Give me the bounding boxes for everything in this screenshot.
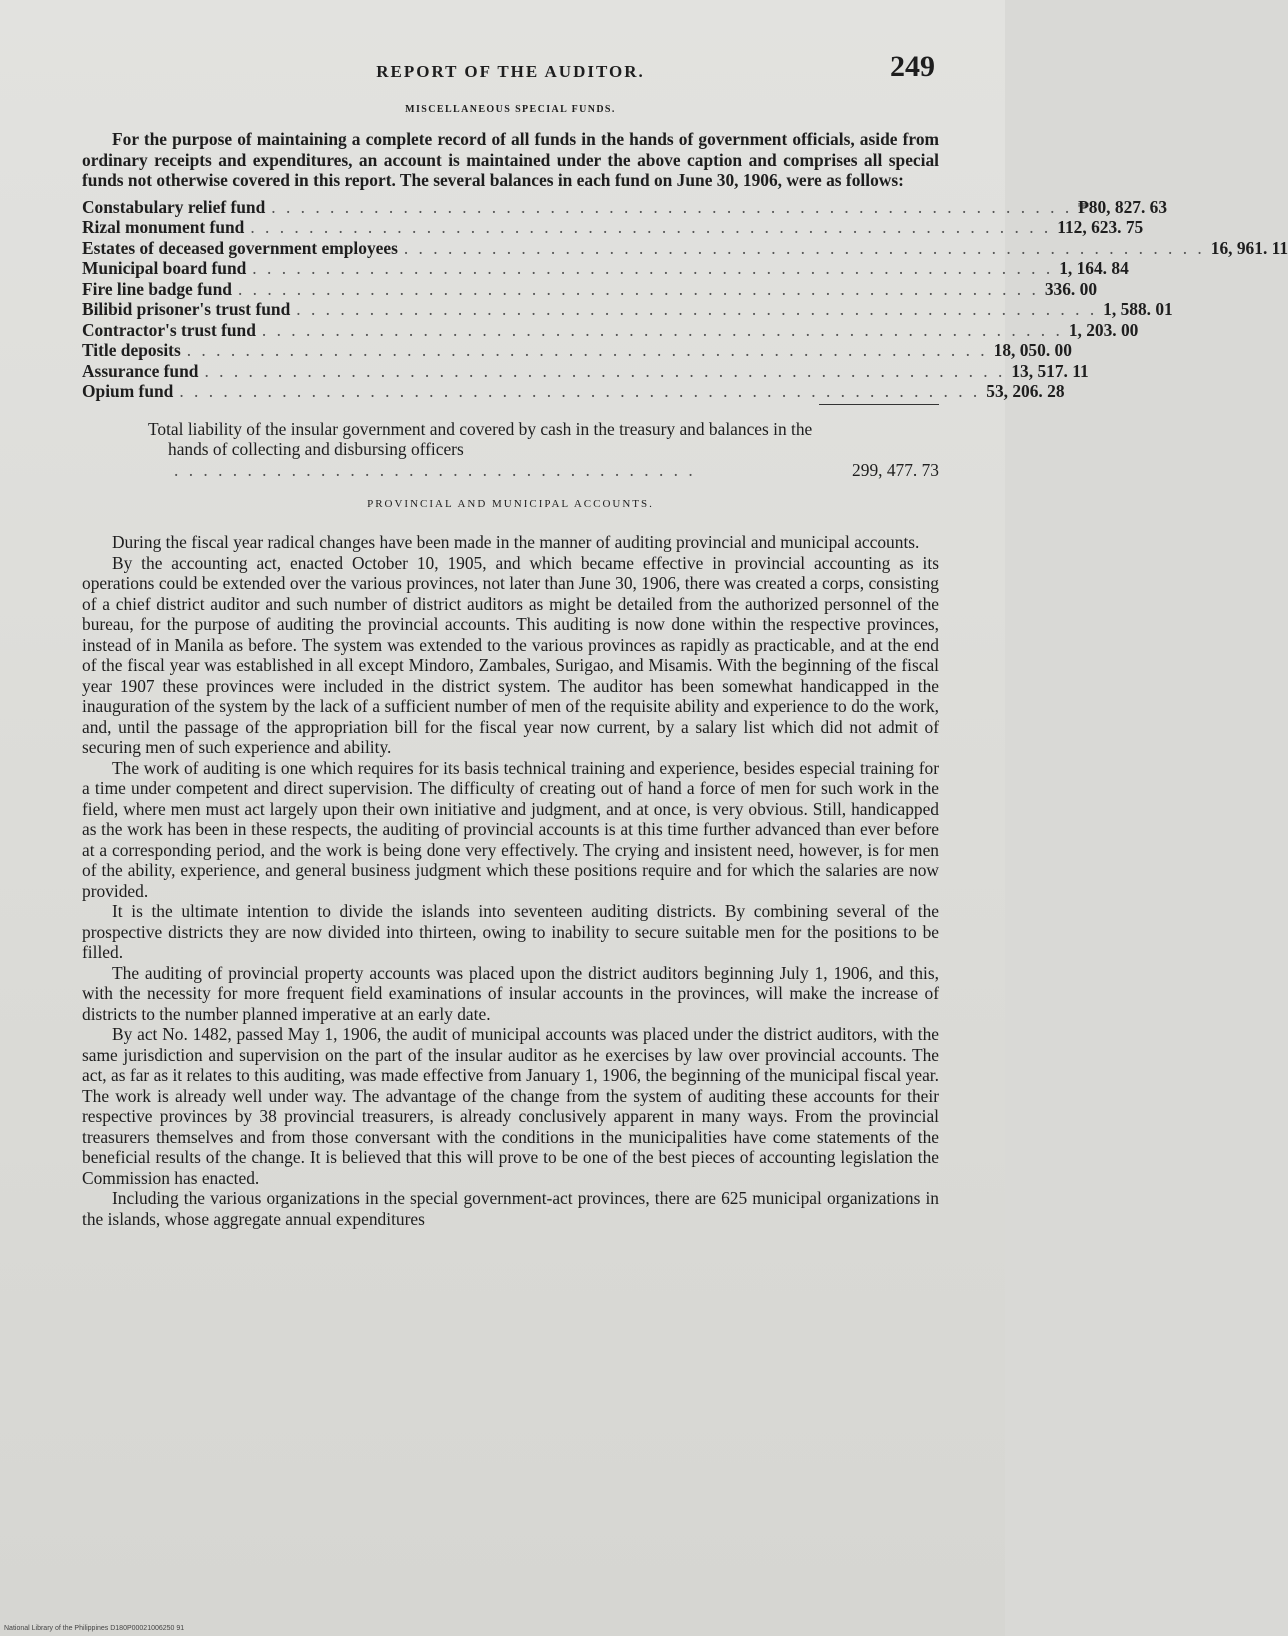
fund-name: Fire line badge fund — [82, 278, 232, 299]
leader-dots: . . . . . . . . . . . . . . . . . . . . . . . . . . . . . . . . . . . . . . . . . . . . . . . . . . . . . . . — [204, 360, 1006, 381]
leader-dots: . . . . . . . . . . . . . . . . . . . . . . . . . . . . . . . . . . . . . . . . . . . . . . . . . . . . . . . — [403, 237, 1205, 258]
footer-note: National Library of the Philippines D180P00021006250 91 — [4, 1625, 185, 1632]
fund-row — [82, 360, 1089, 382]
fund-row — [82, 278, 1098, 300]
leader-dots: . . . . . . . . . . . . . . . . . . . . . . . . . . . . . . . . . . . . . . . . . . . . . . . . . . . . . . . — [186, 340, 988, 360]
fund-name: Constabulary relief fund — [82, 196, 266, 217]
fund-row — [82, 381, 1065, 402]
page-number: 249 — [890, 50, 935, 83]
body-paragraph: It is the ultimate intention to divide the islands into seventeen auditing districts. By combining several of the prospective districts they are now divided into thirteen, owing to inability to secure suitable men for the positions to be filled. — [82, 901, 939, 962]
fund-amount: 13, 517. 11 — [1011, 360, 1089, 381]
leader-dots: . . . . . . . . . . . . . . . . . . . . . . . . . . . . . . . . . . . . . . . . . . . . . . . . . . . . . . . — [237, 278, 1039, 299]
leader-dots: . . . . . . . . . . . . . . . . . . . . . . . . . . . . . . . . . . . . . . . . . . . . . . . . . . . . . . . — [271, 196, 1073, 217]
leader-dots: . . . . . . . . . . . . . . . . . . . . . . . . . . . . . . . . . . . . . . . . . . . . . . . . . . . . . . . — [179, 381, 981, 401]
fund-row — [82, 258, 1129, 279]
running-head: REPORT OF THE AUDITOR. — [376, 62, 645, 81]
fund-row — [82, 237, 1288, 259]
fund-name: Estates of deceased government employees — [82, 237, 398, 258]
fund-name: Municipal board fund — [82, 258, 247, 278]
fund-row — [82, 299, 1173, 320]
total-row — [148, 419, 939, 481]
total-amount: 299, 477. 73 — [852, 459, 939, 480]
fund-name: Assurance fund — [82, 360, 199, 381]
leader-dots: . . . . . . . . . . . . . . . . . . . . . . . . . . . . . . . . . . . . . . . . . . . . . . . . . . . . . . . — [296, 299, 1098, 319]
body-paragraph: Including the various organizations in the special government-act provinces, there are 625 municipal organizations in the islands, whose aggregate annual expenditures — [82, 1188, 939, 1229]
fund-name: Opium fund — [82, 381, 174, 401]
page-header — [82, 44, 939, 94]
fund-amount: 1, 588. 01 — [1103, 299, 1173, 319]
fund-row — [82, 340, 1072, 361]
fund-amount: 16, 961. 11 — [1210, 237, 1288, 258]
fund-row — [82, 217, 1144, 238]
leader-dots: . . . . . . . . . . . . . . . . . . . . . . . . . . . . . . . . . . . . . . . . . . . . . . . . . . . . . . . — [261, 319, 1063, 340]
fund-amount: 112, 623. 75 — [1057, 217, 1144, 237]
body-paragraph: The auditing of provincial property accounts was placed upon the district auditors beginning July 1, 1906, and this, with the necessity for more frequent field examinations of insular accounts in the provinces, will make the increase of districts to the number planned imperative at an early date. — [82, 962, 939, 1024]
intro-paragraph: For the purpose of maintaining a complete record of all funds in the hands of government officials, aside from ordinary receipts and expenditures, an account is maintained under the above caption and comprises all special funds not otherwise covered in this report. The several balances in each fund on June 30, 1906, were as follows: — [82, 129, 939, 190]
body-paragraph: During the fiscal year radical changes have been made in the manner of auditing provincial and municipal accounts. — [112, 532, 920, 552]
sum-rule — [819, 404, 939, 405]
fund-name: Contractor's trust fund — [82, 319, 256, 340]
fund-amount: 53, 206. 28 — [986, 381, 1065, 401]
fund-name: Title deposits — [82, 340, 181, 360]
body-paragraph: The work of auditing is one which requires for its basis technical training and experience, besides especial training for a time under competent and direct supervision. The difficulty of creating out of hand a force of men for such work in the field, where men must act largely upon their own initiative and judgment, and at once, is very obvious. Still, handicapped as the work has been in these respects, the auditing of provincial accounts is at this time further advanced than ever before at a corresponding period, and the work is being done very effectively. The crying and insistent need, however, is for men of the ability, experience, and general business judgment which these positions require and for which the salaries are now provided. — [82, 757, 939, 901]
body-paragraph: By act No. 1482, passed May 1, 1906, the audit of municipal accounts was placed under the district auditors, with the same jurisdiction and supervision on the part of the insular auditor as he exercises by law over provincial accounts. The act, as far as it relates to this auditing, was made effective from January 1, 1906, the beginning of the municipal fiscal year. The work is already well under way. The advantage of the change from the system of auditing these accounts for their respective provinces by 38 provincial treasurers, is already conclusively apparent in many ways. From the provincial treasurers themselves and from those conversant with the conditions in the municipalities have come statements of the beneficial results of the change. It is believed that this will prove to be one of the best pieces of accounting legislation the Commission has enacted. — [82, 1024, 939, 1188]
funds-table — [82, 196, 1288, 402]
fund-row — [82, 319, 1139, 341]
fund-amount: 18, 050. 00 — [993, 340, 1072, 360]
total-label: Total liability of the insular government and covered by cash in the treasury and balances in the hands of collecting and disbursing officers — [148, 418, 813, 459]
fund-amount: 1, 164. 84 — [1059, 258, 1129, 278]
body-paragraph: By the accounting act, enacted October 10, 1905, and which became effective in provincial accounting as its operations could be extended over the various provinces, not later than June 30, 1906, there was created a corps, consisting of a chief district auditor and such number of district auditors as might be detailed from the authorized personnel of the bureau, for the purpose of auditing the provincial accounts. This auditing is now done within the respective provinces, instead of in Manila as before. The system was extended to the various provinces as rapidly as practicable, and at the end of the fiscal year was established in all except Mindoro, Zambales, Surigao, and Misamis. With the beginning of the fiscal year 1907 these provinces were included in the district system. The auditor has been somewhat handicapped in the inauguration of the system by the lack of a sufficient number of men of the requisite ability and experience to do the work, and, until the passage of the appropriation bill for the fiscal year now current, by a salary list which did not admit of securing men of such experience and ability. — [82, 552, 939, 757]
section-title-miscellaneous: MISCELLANEOUS SPECIAL FUNDS. — [405, 104, 616, 115]
leader-dots: . . . . . . . . . . . . . . . . . . . . . . . . . . . . . . . . . . . . . . . . . . . . . . . . . . . . . . . — [250, 217, 1052, 237]
section-title-provincial: PROVINCIAL AND MUNICIPAL ACCOUNTS. — [367, 498, 654, 510]
fund-amount: 336. 00 — [1044, 278, 1098, 299]
fund-name: Bilibid prisoner's trust fund — [82, 299, 291, 319]
provincial-body — [82, 532, 939, 1229]
fund-amount: 1, 203. 00 — [1068, 319, 1139, 340]
leader-dots: . . . . . . . . . . . . . . . . . . . . . . . . . . . . . . . . . . . . . . . . . . . . . . . . . . . . . . . — [252, 258, 1054, 278]
fund-name: Rizal monument fund — [82, 217, 245, 237]
fund-row — [82, 196, 1168, 218]
leader-dots: . . . . . . . . . . . . . . . . . . . . . . . . . . . . . . . . . . . . — [174, 459, 696, 480]
fund-amount: ₱80, 827. 63 — [1078, 196, 1168, 217]
